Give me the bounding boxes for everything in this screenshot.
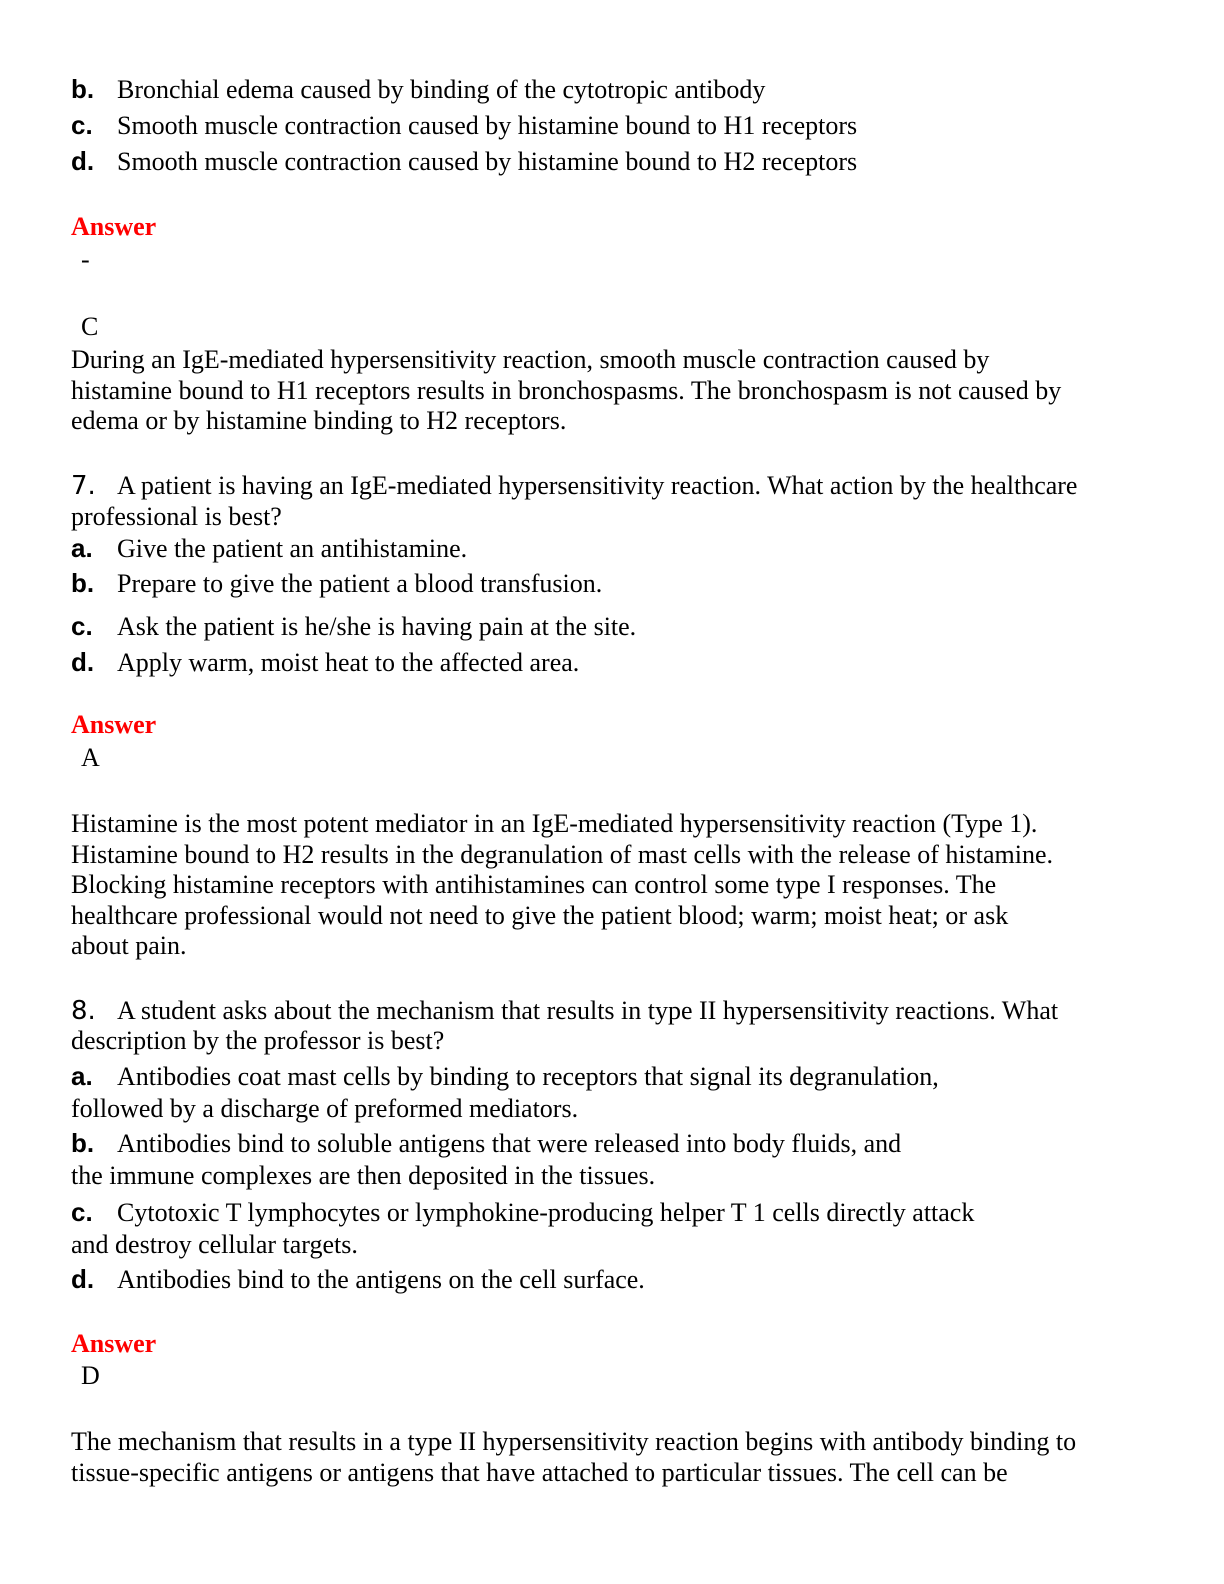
option-text: Prepare to give the patient a blood transfusion.	[117, 569, 603, 598]
question-stem-text: A patient is having an IgE-mediated hypersensitivity reaction. What action by the healthcare	[117, 471, 1078, 500]
option-letter: b.	[71, 568, 95, 598]
q7-rationale-line: Histamine is the most potent mediator in an IgE-mediated hypersensitivity reaction (Type 1).	[71, 809, 1038, 838]
question-number: 7.	[71, 471, 96, 501]
q8-option-b	[71, 1128, 901, 1159]
q7-option-a	[71, 533, 467, 564]
q8-option-a	[71, 1061, 939, 1092]
q8-rationale-line: The mechanism that results in a type II hypersensitivity reaction begins with antibody binding to	[71, 1427, 1077, 1456]
q8-stem	[71, 995, 1058, 1027]
q6-answer-dash: -	[81, 245, 90, 274]
q8-rationale-line: tissue-specific antigens or antigens that have attached to particular tissues. The cell can be	[71, 1458, 1008, 1487]
option-text: Antibodies bind to the antigens on the cell surface.	[117, 1265, 645, 1294]
question-stem-text: A student asks about the mechanism that results in type II hypersensitivity reactions. What	[117, 996, 1059, 1025]
option-text: Smooth muscle contraction caused by histamine bound to H2 receptors	[117, 147, 858, 176]
q8-answer-label: Answer	[71, 1329, 157, 1358]
q7-option-b	[71, 568, 602, 599]
q6-option-b	[71, 74, 765, 105]
q6-answer-value: C	[81, 312, 99, 341]
q7-stem	[71, 470, 1077, 502]
q8-option-b-continued: the immune complexes are then deposited in the tissues.	[71, 1161, 656, 1190]
q7-option-d	[71, 647, 579, 678]
q7-answer-label: Answer	[71, 710, 157, 739]
option-letter: b.	[71, 1128, 95, 1158]
q8-option-c	[71, 1197, 974, 1228]
option-letter: a.	[71, 1061, 93, 1091]
q8-answer-value: D	[81, 1361, 100, 1390]
q7-rationale-line: healthcare professional would not need to give the patient blood; warm; moist heat; or ask	[71, 901, 1009, 930]
q7-rationale-line: Histamine bound to H2 results in the degranulation of mast cells with the release of histamine.	[71, 840, 1053, 869]
q8-option-c-continued: and destroy cellular targets.	[71, 1230, 358, 1259]
option-letter: c.	[71, 110, 93, 140]
q7-rationale-line: about pain.	[71, 931, 187, 960]
option-letter: d.	[71, 647, 95, 677]
option-text: Apply warm, moist heat to the affected area.	[117, 648, 580, 677]
q7-stem-continued: professional is best?	[71, 502, 282, 531]
q7-rationale-line: Blocking histamine receptors with antihistamines can control some type I responses. The	[71, 870, 997, 899]
option-letter: b.	[71, 74, 95, 104]
q6-rationale-line: During an IgE-mediated hypersensitivity reaction, smooth muscle contraction caused by	[71, 345, 990, 374]
option-letter: d.	[71, 1264, 95, 1294]
option-text: Cytotoxic T lymphocytes or lymphokine-producing helper T 1 cells directly attack	[117, 1198, 975, 1227]
option-letter: a.	[71, 533, 93, 563]
q6-rationale-line: histamine bound to H1 receptors results in bronchospasms. The bronchospasm is not caused by	[71, 376, 1062, 405]
q8-option-a-continued: followed by a discharge of preformed mediators.	[71, 1094, 579, 1123]
q7-option-c	[71, 611, 636, 642]
q6-answer-label: Answer	[71, 212, 157, 241]
q6-option-c	[71, 110, 857, 141]
q8-option-d	[71, 1264, 645, 1295]
question-number: 8.	[71, 996, 96, 1026]
q6-option-d	[71, 146, 857, 177]
option-text: Give the patient an antihistamine.	[117, 534, 468, 563]
option-text: Antibodies coat mast cells by binding to receptors that signal its degranulation,	[117, 1062, 939, 1091]
q6-rationale-line: edema or by histamine binding to H2 receptors.	[71, 406, 567, 435]
option-letter: c.	[71, 1197, 93, 1227]
q8-stem-continued: description by the professor is best?	[71, 1026, 445, 1055]
option-letter: c.	[71, 611, 93, 641]
option-text: Ask the patient is he/she is having pain at the site.	[117, 612, 637, 641]
option-text: Smooth muscle contraction caused by histamine bound to H1 receptors	[117, 111, 858, 140]
option-text: Antibodies bind to soluble antigens that were released into body fluids, and	[117, 1129, 902, 1158]
option-text: Bronchial edema caused by binding of the cytotropic antibody	[117, 75, 766, 104]
q7-answer-value: A	[81, 743, 100, 772]
option-letter: d.	[71, 146, 95, 176]
